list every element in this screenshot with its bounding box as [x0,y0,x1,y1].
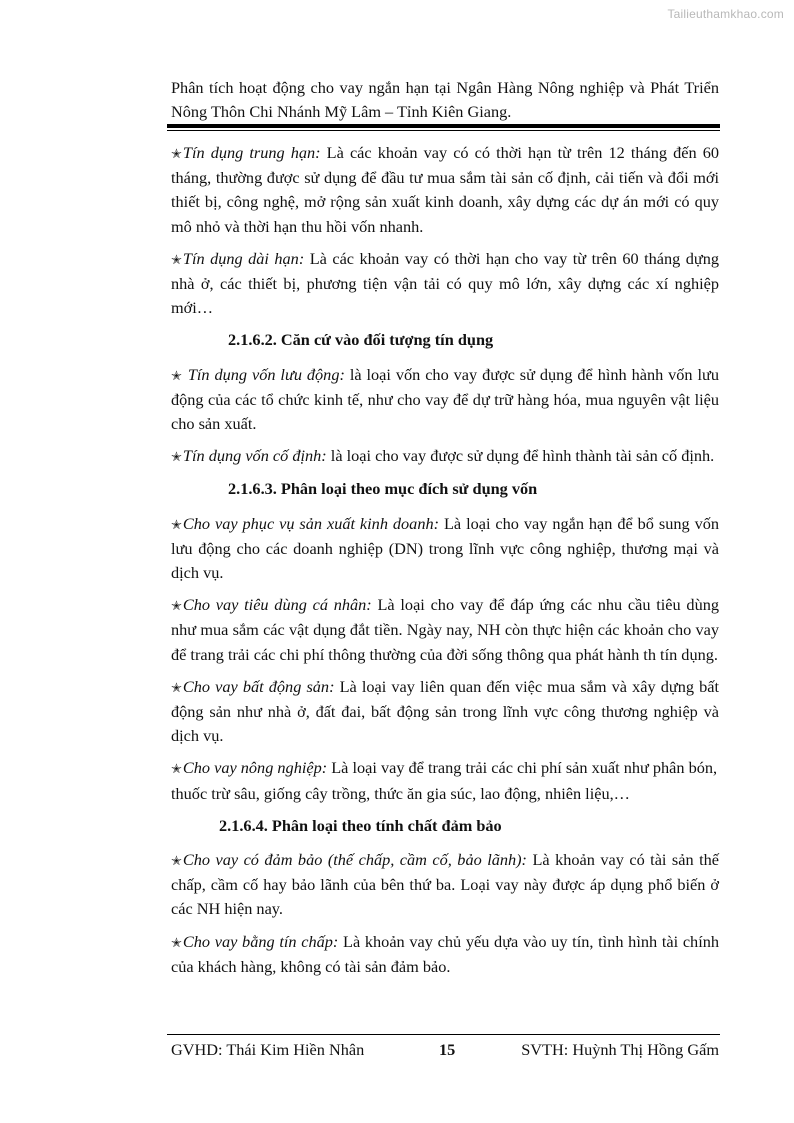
paragraph-real-estate-loans [171,675,719,749]
term: Cho vay có đảm bảo (thế chấp, cầm cố, bảo lãnh): [182,850,527,870]
paragraph-agricultural-loans [171,756,719,805]
term: Tín dụng dài hạn: [182,248,305,268]
section-heading-2-1-6-4: 2.1.6.4. Phân loại theo tính chất đảm bảo [219,815,502,835]
term: Tín dụng trung hạn: [182,143,321,162]
watermark: Tailieuthamkhao.com [667,7,784,21]
header-rule-thin [167,130,720,131]
paragraph-working-capital-credit [171,363,719,437]
footer-student: SVTH: Huỳnh Thị Hồng Gấm [521,1040,719,1059]
page-number: 15 [439,1040,456,1059]
star-bullet-icon: ✭ [171,679,182,695]
term: Cho vay bất động sản: [182,676,335,696]
definition: Là loại vay để trang trải các chi phí sản xuất như phân bón, thuốc trừ sâu, giống cây trồng, thức ăn gia súc, lao động, nhiên liệu,… [171,758,718,803]
definition: là loại vốn cho vay được sử dụng để hình hành vốn lưu động của các tổ chức kinh tế, như cho vay để dự trữ hàng hóa, mua nguyên vật liệu cho sản xuất. [171,364,719,434]
term: Tín dụng vốn lưu động: [182,364,345,384]
page-header-title: Phân tích hoạt động cho vay ngắn hạn tại Ngân Hàng Nông nghiệp và Phát Triển Nông Thôn Chi Nhánh Mỹ Lâm – Tỉnh Kiên Giang. [171,78,719,121]
term: Cho vay tiêu dùng cá nhân: [182,595,372,615]
paragraph-secured-loans [171,848,719,922]
star-bullet-icon: ✭ [171,934,182,950]
definition: Là loại vay liên quan đến việc mua sắm và xây dựng bất động sản như nhà ở, đất đai, bất động sản trong lĩnh vực công thương nghiệp và dịch vụ. [171,676,720,746]
star-bullet-icon: ✭ [171,853,182,869]
star-bullet-icon: ✭ [171,761,182,777]
section-heading-2-1-6-2: 2.1.6.2. Căn cứ vào đối tượng tín dụng [228,330,494,350]
header-rule-thick [167,124,720,128]
section-heading-2-1-6-3: 2.1.6.3. Phân loại theo mục đích sử dụng vốn [228,479,538,499]
paragraph-business-loans [171,512,719,586]
definition: Là khoản vay có tài sản thế chấp, cầm cố hay bảo lãnh của bên thứ ba. Loại vay này được áp dụng phổ biến ở các NH hiện nay. [171,850,719,919]
paragraph-consumer-loans [171,593,719,667]
star-bullet-icon: ✭ [171,367,182,383]
paragraph-long-term-credit [171,247,719,321]
paragraph-medium-term-credit [171,141,719,239]
page-footer [171,1039,719,1063]
star-bullet-icon: ✭ [171,516,182,532]
definition: Là loại cho vay ngắn hạn để bổ sung vốn lưu động cho các doanh nghiệp (DN) trong lĩnh vực công nghiệp, thương mại và dịch vụ. [171,513,719,583]
definition: là loại cho vay được sử dụng để hình thành tài sản cố định. [326,446,715,466]
star-bullet-icon: ✭ [171,449,182,465]
star-bullet-icon: ✭ [171,598,182,614]
definition: Là khoản vay chủ yếu dựa vào uy tín, tình hình tài chính của khách hàng, không có tài sản đảm bảo. [171,931,719,976]
definition: Là các khoản vay có thời hạn cho vay từ trên 60 tháng dựng nhà ở, các thiết bị, phương tiện vận tải có quy mô lớn, xây dựng các xí nghiệp mới… [171,248,719,318]
term: Cho vay nông nghiệp: [182,758,328,778]
paragraph-fixed-capital-credit [171,444,719,469]
star-bullet-icon: ✭ [171,146,182,161]
footer-rule [167,1034,720,1035]
term: Cho vay bằng tín chấp: [182,931,339,951]
definition: Là loại cho vay để đáp ứng các nhu cầu tiêu dùng như mua sắm các vật dụng đắt tiền. Ngày nay, NH còn thực hiện các khoản cho vay để trang trải các chi phí thông thường của đời sống thông qua phát hành th tín dụng. [171,595,719,664]
star-bullet-icon: ✭ [171,251,182,267]
page-content [171,141,719,987]
term: Cho vay phục vụ sản xuất kinh doanh: [182,513,440,533]
footer-advisor: GVHD: Thái Kim Hiền Nhân [171,1040,365,1059]
term: Tín dụng vốn cố định: [182,446,327,466]
definition: Là các khoản vay có có thời hạn từ trên 12 tháng đến 60 tháng, thường được sử dụng để đầu tư mua sắm tài sản cố định, cải tiến và đổi mới thiết bị, công nghệ, mở rộng sản xuất kinh doanh, xây dựng các dự án mới có quy mô nhỏ và thời hạn thu hồi vốn nhanh. [171,143,719,236]
paragraph-unsecured-loans [171,930,719,979]
